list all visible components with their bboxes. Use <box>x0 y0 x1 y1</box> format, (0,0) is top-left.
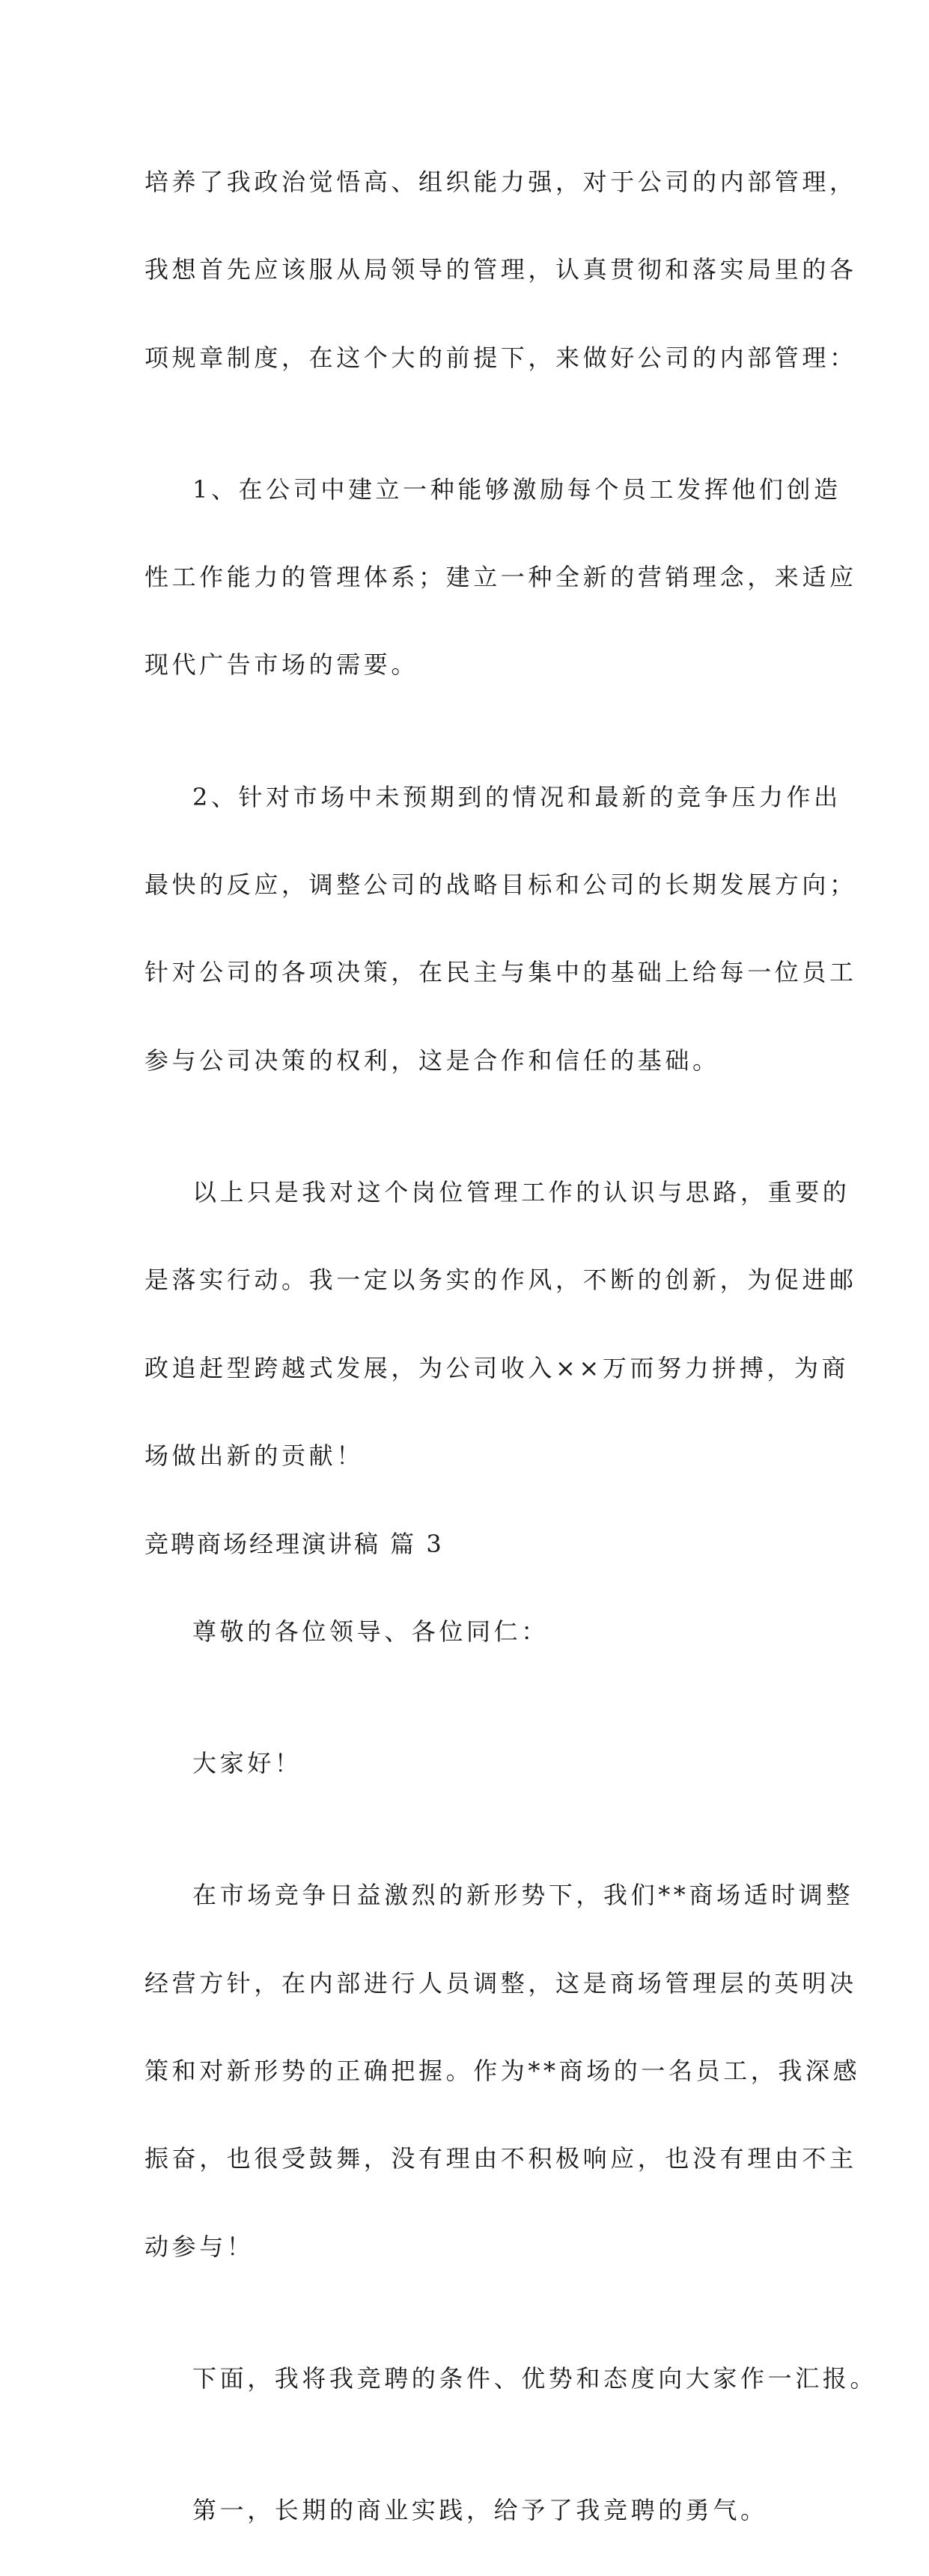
paragraph-conclusion <box>144 1126 857 1522</box>
text-line: 下面，我将我竞聘的条件、优势和态度向大家作一汇报。 <box>192 2363 878 2393</box>
text-line: 动参与！ <box>144 2232 255 2261</box>
text-line: 培养了我政治觉悟高、组织能力强，对于公司的内部管理， <box>144 167 857 196</box>
paragraph-point-1 <box>144 424 857 731</box>
text-line: 在市场竞争日益激烈的新形势下，我们**商场适时调整 <box>192 1881 854 1910</box>
text-line: 2、针对市场中未预期到的情况和最新的竞争压力作出 <box>192 782 841 811</box>
document-body <box>144 116 878 2576</box>
text-line: 尊敬的各位领导、各位同仁： <box>192 1617 549 1646</box>
paragraph-context <box>144 1829 861 2313</box>
paragraph-greeting <box>144 1697 788 1829</box>
text-line: 项规章制度，在这个大的前提下，来做好公司的内部管理： <box>144 343 857 372</box>
text-line: 1、在公司中建立一种能够激励每个员工发挥他们创造 <box>192 474 841 504</box>
text-line: 最快的反应，调整公司的战略目标和公司的长期发展方向； <box>144 870 857 899</box>
text-line: 振奋，也很受鼓舞，没有理由不积极响应，也没有理由不主 <box>144 2144 857 2173</box>
text-line: 现代广告市场的需要。 <box>144 650 419 680</box>
paragraph-salutation <box>144 1566 788 1697</box>
text-line: 政追赶型跨越式发展，为公司收入××万而努力拼搏，为商 <box>144 1353 850 1382</box>
section-heading-text: 竞聘商场经理演讲稿 篇 3 <box>144 1529 444 1558</box>
text-line: 大家好！ <box>192 1749 302 1778</box>
section-heading <box>144 1522 788 1566</box>
text-line: 是落实行动。我一定以务实的作风，不断的创新，为促进邮 <box>144 1266 857 1295</box>
paragraph-report-intro <box>144 2313 878 2444</box>
text-line: 以上只是我对这个岗位管理工作的认识与思路，重要的 <box>192 1177 850 1206</box>
text-line: 性工作能力的管理体系；建立一种全新的营销理念，来适应 <box>144 563 857 592</box>
text-line: 第一，长期的商业实践，给予了我竞聘的勇气。 <box>192 2495 768 2524</box>
paragraph-first-point <box>144 2444 788 2576</box>
text-line: 针对公司的各项决策，在民主与集中的基础上给每一位员工 <box>144 958 857 987</box>
text-line: 参与公司决策的权利，这是合作和信任的基础。 <box>144 1046 720 1075</box>
text-line: 我想首先应该服从局领导的管理，认真贯彻和落实局里的各 <box>144 255 857 284</box>
paragraph-intro-continuation <box>144 116 857 424</box>
text-line: 场做出新的贡献！ <box>144 1441 364 1471</box>
text-line: 经营方针，在内部进行人员调整，这是商场管理层的英明决 <box>144 1968 857 1997</box>
paragraph-point-2 <box>144 731 857 1126</box>
text-line: 策和对新形势的正确把握。作为**商场的一名员工，我深感 <box>144 2056 861 2085</box>
